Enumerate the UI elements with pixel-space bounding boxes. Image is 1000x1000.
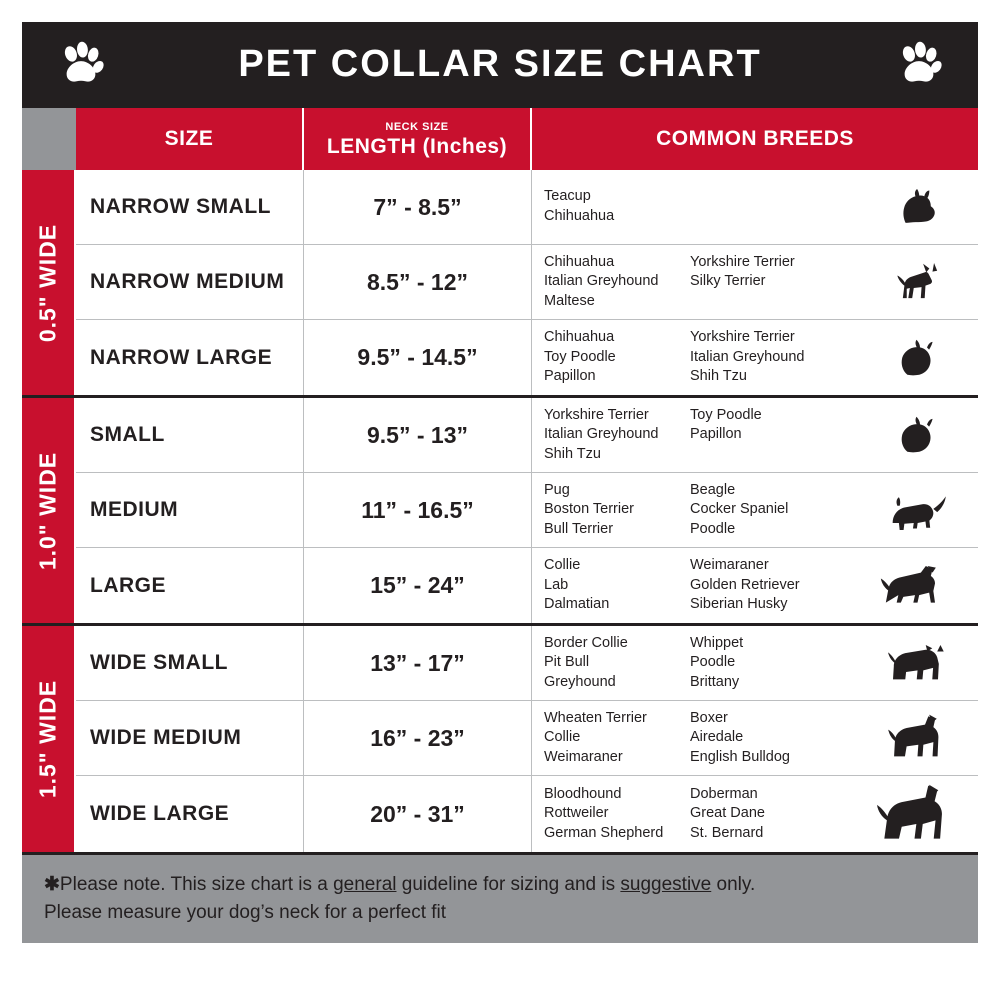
breed-name: English Bulldog [690,748,790,765]
breed-column-left [544,634,690,693]
row-size: WIDE LARGE [76,776,304,852]
breed-name: Airedale [690,729,744,746]
breed-column-right [690,481,836,540]
header-cell-length-sub: NECK SIZE [385,120,449,133]
breed-column-right [690,556,836,615]
breed-name: Chihuahua [544,329,615,346]
footer-underline-suggestive: suggestive [620,874,712,895]
breed-column-right [690,328,836,387]
boxer-silhouette [868,711,978,765]
breed-name: Siberian Husky [690,596,788,613]
breed-column-right [690,709,836,768]
breed-column-left [544,187,690,226]
row-length: 16” - 23” [304,701,532,775]
breed-column-left [544,253,690,312]
row-length: 13” - 17” [304,626,532,700]
header-cell-width [22,108,76,170]
breed-name: Chihuahua [544,208,615,224]
table-row [76,701,978,776]
breed-column-left [544,481,690,540]
breed-name: Beagle [690,481,736,498]
breed-column-right [690,785,836,844]
breed-column-right [690,406,836,465]
footer-underline-general: general [333,874,397,895]
header-cell-length-main: LENGTH (Inches) [326,134,508,158]
breed-name: Papillon [690,426,742,443]
breed-name: Border Collie [544,634,628,651]
breed-name: Weimaraner [690,557,769,574]
breed-name: Cocker Spaniel [690,501,789,518]
row-size: MEDIUM [76,473,304,547]
size-group-narrow [22,170,978,398]
retriever-silhouette [868,561,978,611]
beagle-silhouette [868,487,978,534]
breed-name: Shih Tzu [690,368,747,385]
breed-name: Greyhound [544,673,616,690]
row-length: 9.5” - 14.5” [304,320,532,395]
breed-name: Golden Retriever [690,576,800,593]
yorkie-silhouette [868,185,978,229]
footer-text-a: Please note. This size chart is a [59,874,334,895]
table-header-row [22,108,978,170]
footer-text-b: guideline for sizing and is [396,874,621,895]
group-width-label [22,170,76,395]
breed-name: Doberman [690,785,758,802]
header-cell-length [304,108,532,170]
breed-name: St. Bernard [690,824,764,841]
chihuahua-silhouette [868,259,978,306]
header-cell-size: SIZE [76,108,304,170]
row-size: WIDE MEDIUM [76,701,304,775]
breed-column-left [544,785,690,844]
row-breeds [532,398,978,472]
row-size: SMALL [76,398,304,472]
breed-column-right [690,253,836,312]
table-row [76,776,978,852]
group-width-label-text: 1.5" WIDE [34,679,61,799]
table-row [76,170,978,245]
group-width-label-text: 0.5" WIDE [34,223,61,342]
breed-name: Poodle [690,520,736,537]
breed-column-left [544,328,690,387]
breed-name: Toy Poodle [544,348,616,365]
breed-name: Pit Bull [544,654,590,671]
row-breeds [532,548,978,623]
table-row [76,398,978,473]
footer-text-c: only. [711,874,756,895]
row-length: 20” - 31” [304,776,532,852]
paw-icon [896,41,942,87]
row-breeds [532,626,978,700]
group-width-label-text: 1.0" WIDE [34,451,61,570]
pomeranian-silhouette [868,412,978,458]
group-width-label [22,398,76,623]
breed-name: Papillon [544,368,596,385]
table-row [76,245,978,320]
asterisk-icon: ✱ [44,874,60,895]
row-length: 7” - 8.5” [304,170,532,244]
breed-name: Pug [544,481,570,498]
row-breeds [532,320,978,395]
footer-line-2: Please measure your dog’s neck for a perfect fit [44,901,447,923]
breed-column-right [690,634,836,693]
breed-name: Whippet [690,634,744,651]
row-breeds [532,473,978,547]
row-size: NARROW LARGE [76,320,304,395]
breed-name: German Shepherd [544,824,664,841]
breed-name: Italian Greyhound [690,348,805,365]
breed-name: Italian Greyhound [544,426,659,443]
row-size: NARROW SMALL [76,170,304,244]
breed-name: Shih Tzu [544,445,601,462]
footer-line-1 [44,871,956,899]
breed-name: Poodle [690,654,736,671]
header-cell-breeds: COMMON BREEDS [656,127,854,150]
row-length: 15” - 24” [304,548,532,623]
breed-name: Weimaraner [544,748,623,765]
bulldog-silhouette [868,637,978,689]
breed-column-right [690,187,836,226]
size-group-standard [22,398,978,626]
breed-name: Boston Terrier [544,501,634,518]
page-title: PET COLLAR SIZE CHART [238,42,762,85]
table-row [76,626,978,701]
breed-name: Collie [544,557,581,574]
row-length: 9.5” - 13” [304,398,532,472]
breed-name: Yorkshire Terrier [544,406,649,423]
row-size: WIDE SMALL [76,626,304,700]
breed-name: Toy Poodle [690,406,762,423]
breed-name: Bull Terrier [544,520,614,537]
breed-name: Rottweiler [544,805,609,822]
table-row [76,473,978,548]
row-size: NARROW MEDIUM [76,245,304,319]
row-breeds [532,776,978,852]
footer-note [22,855,978,943]
pomeranian-silhouette [868,335,978,381]
breed-name: Yorkshire Terrier [690,329,795,346]
size-table [22,106,978,855]
row-length: 8.5” - 12” [304,245,532,319]
group-width-label [22,626,76,852]
chart-header [22,22,978,106]
breed-name: Collie [544,729,581,746]
breed-column-left [544,556,690,615]
size-group-wide [22,626,978,855]
breed-name: Bloodhound [544,785,622,802]
breed-name: Italian Greyhound [544,273,659,290]
breed-name: Maltese [544,292,595,309]
breed-name: Great Dane [690,805,765,822]
paw-icon [58,41,104,87]
breed-name: Wheaten Terrier [544,709,647,726]
row-breeds [532,170,978,244]
breed-name: Brittany [690,673,740,690]
row-breeds [532,701,978,775]
breed-name: Lab [544,576,569,593]
breed-name: Dalmatian [544,596,610,613]
row-breeds [532,245,978,319]
breed-name: Boxer [690,709,728,726]
breed-column-left [544,709,690,768]
breed-name: Silky Terrier [690,273,766,290]
row-size: LARGE [76,548,304,623]
doberman-silhouette [868,782,978,846]
breed-column-left [544,406,690,465]
row-length: 11” - 16.5” [304,473,532,547]
table-row [76,548,978,623]
breed-name: Chihuahua [544,253,615,270]
breed-name: Yorkshire Terrier [690,253,795,270]
table-row [76,320,978,395]
breed-name: Teacup [544,188,591,205]
